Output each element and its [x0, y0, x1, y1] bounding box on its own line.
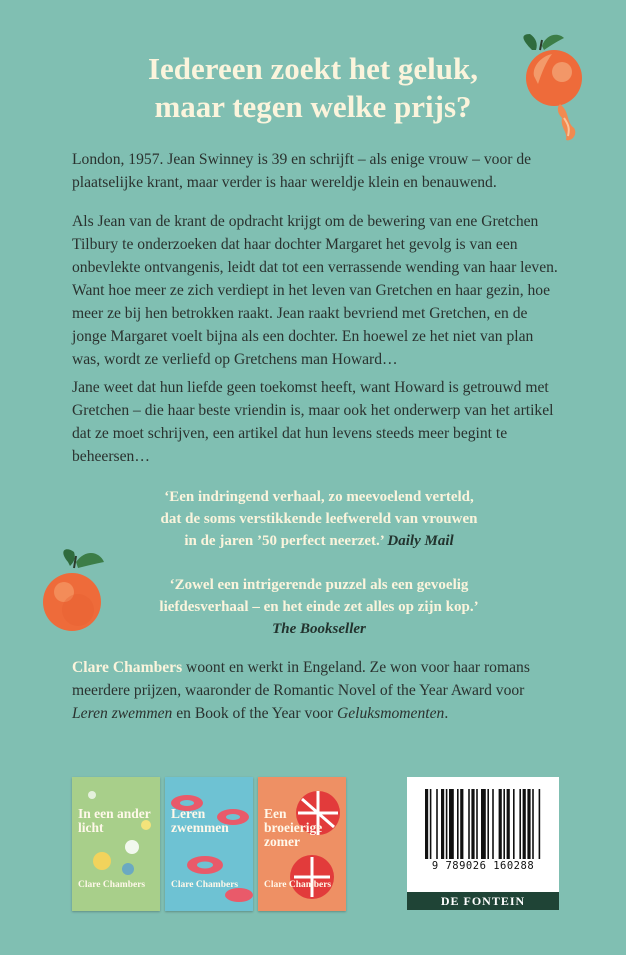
- headline-line-2: maar tegen welke prijs?: [154, 89, 472, 124]
- paragraph-3: Jane weet dat hun liefde geen toekomst heeft, want Howard is getrouwd met Gretchen – die haar beste vriendin is, maar ook het onderwerp van het artikel dat ze moet schrijven, een artikel dat hun levens steeds meer begint te beheersen…: [72, 379, 554, 465]
- book-author: Clare Chambers: [171, 880, 239, 890]
- author-name: Clare Chambers: [72, 659, 183, 676]
- quote-source: The Bookseller: [272, 621, 366, 637]
- barcode-bar: [503, 789, 505, 859]
- book-author: Clare Chambers: [264, 880, 332, 890]
- book-author: Clare Chambers: [78, 880, 146, 890]
- quote-line: in de jaren ’50 perfect neerzet.’: [184, 533, 384, 549]
- barcode-bar: [499, 789, 502, 859]
- barcode-bar: [507, 789, 510, 859]
- isbn-digits: 9 789026 160288: [431, 860, 535, 872]
- barcode-bar: [436, 789, 438, 859]
- quote-line: ‘Zowel een intrigerende puzzel als een gevoelig: [169, 577, 469, 593]
- barcode-bar: [471, 789, 474, 859]
- bio-text: woont en werkt in Engeland. Ze won voor haar romans meerdere prijzen, waaronder de Romantic Novel of the Year Award voor: [72, 659, 530, 699]
- barcode-bar: [449, 789, 454, 859]
- barcode-bars: [407, 777, 559, 892]
- headline: [60, 50, 566, 126]
- quote-line: dat de soms verstikkende leefwereld van vrouwen: [160, 511, 478, 527]
- book-title-ref: Geluksmomenten: [336, 705, 445, 722]
- quote-line: ‘Een indringend verhaal, zo meevoelend verteld,: [164, 489, 474, 505]
- barcode-bar: [523, 789, 526, 859]
- book-cover-leren-zwemmen: [165, 777, 253, 911]
- barcode-bar: [539, 789, 541, 859]
- book-title: Leren zwemmen: [171, 806, 229, 835]
- barcode-bar: [446, 789, 448, 859]
- barcode-bar: [441, 789, 444, 859]
- quote-line: liefdesverhaal – en het einde zet alles op zijn kop.’: [159, 599, 479, 615]
- barcode-bar: [468, 789, 470, 859]
- paragraph-2: Als Jean van de krant de opdracht krijgt om de bewering van ene Gretchen Tilbury te onderzoeken dat haar dochter Margaret het gevolg is van een onbevlekte ontvangenis, leidt dat tot een verrassende wending van haar leven. Want hoe meer ze zich verdiept in het leven van Gretchen en haar gezin, hoe meer ze bij hen betrokken raakt. Jean raakt bevriend met Gretchen, en de jonge Margaret voelt bijna als een dochter. En hoewel ze het niet van plan was, wordt ze verliefd op Gretchens man Howard…: [72, 213, 558, 368]
- barcode-bar: [430, 789, 432, 859]
- paragraph-1: London, 1957. Jean Swinney is 39 en schrijft – als enige vrouw – voor de plaatselijke krant, maar verder is haar wereldje klein en benauwend.: [72, 151, 532, 191]
- barcode-bar: [460, 789, 463, 859]
- barcode-bar: [519, 789, 521, 859]
- barcode-bar: [513, 789, 515, 859]
- bio-text: en Book of the Year voor: [172, 705, 337, 722]
- barcode-bar: [476, 789, 478, 859]
- publisher-logo: DE FONTEIN: [407, 892, 559, 910]
- barcode: [407, 777, 559, 910]
- book-cover-een-broeierige-zomer: [258, 777, 346, 911]
- review-quote-1: [72, 486, 566, 552]
- barcode-bar: [457, 789, 459, 859]
- barcode-bar: [481, 789, 486, 859]
- book-cover-art: [165, 777, 253, 911]
- bio-text: .: [444, 705, 449, 722]
- book-title: Een broeierige zomer: [264, 806, 323, 849]
- review-quote-2: [72, 574, 566, 640]
- barcode-bar: [532, 789, 534, 859]
- barcode-bar: [492, 789, 494, 859]
- book-title: In een ander licht: [78, 806, 151, 835]
- author-bio: [72, 656, 562, 725]
- barcode-bar: [527, 789, 530, 859]
- book-cover-in-een-ander-licht: [72, 777, 160, 911]
- book-cover-art: [72, 777, 160, 911]
- book-title-ref: Leren zwemmen: [72, 705, 173, 722]
- barcode-bar: [425, 789, 428, 859]
- quote-source: Daily Mail: [387, 533, 454, 549]
- barcode-bar: [487, 789, 489, 859]
- headline-line-1: Iedereen zoekt het geluk,: [147, 51, 479, 86]
